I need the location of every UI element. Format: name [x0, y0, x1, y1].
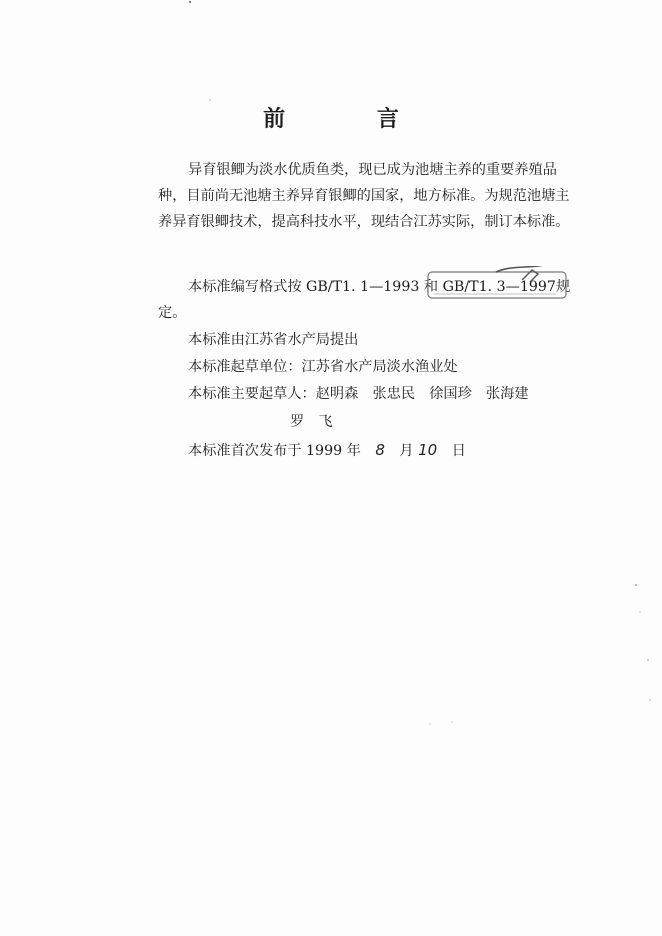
release-month-label: 月 — [399, 443, 414, 459]
format-reference-paragraph: 本标准编写格式按 GB/T1. 1—1993 和 GB/T1. 3—1997规定。 — [158, 279, 571, 321]
release-prefix: 本标准首次发布于 1999 年 — [188, 443, 361, 459]
page-title: 前 言 — [263, 107, 441, 132]
foreword-paragraph: 异育银鲫为淡水优质鱼类，现已成为池塘主养的重要养殖品种，目前尚无池塘主养异育银鲫的国家，地方标准。为规范池塘主养异育银鲫技术，提高科技水平，现结合江苏实际，制订本标准。 — [158, 162, 570, 230]
release-date-line — [188, 437, 466, 464]
release-day-handwritten: 10 — [418, 441, 438, 459]
drafters-continued-line: 罗 飞 — [290, 414, 333, 430]
proposer-line: 本标准由江苏省水产局提出 — [188, 332, 359, 348]
drafting-unit-line: 本标准起草单位：江苏省水产局淡水渔业处 — [188, 359, 458, 375]
drafters-line: 本标准主要起草人：赵明森 张忠民 徐国珍 张海建 — [188, 386, 529, 402]
release-month-handwritten: 8 — [375, 441, 385, 459]
release-day-label: 日 — [451, 443, 466, 459]
